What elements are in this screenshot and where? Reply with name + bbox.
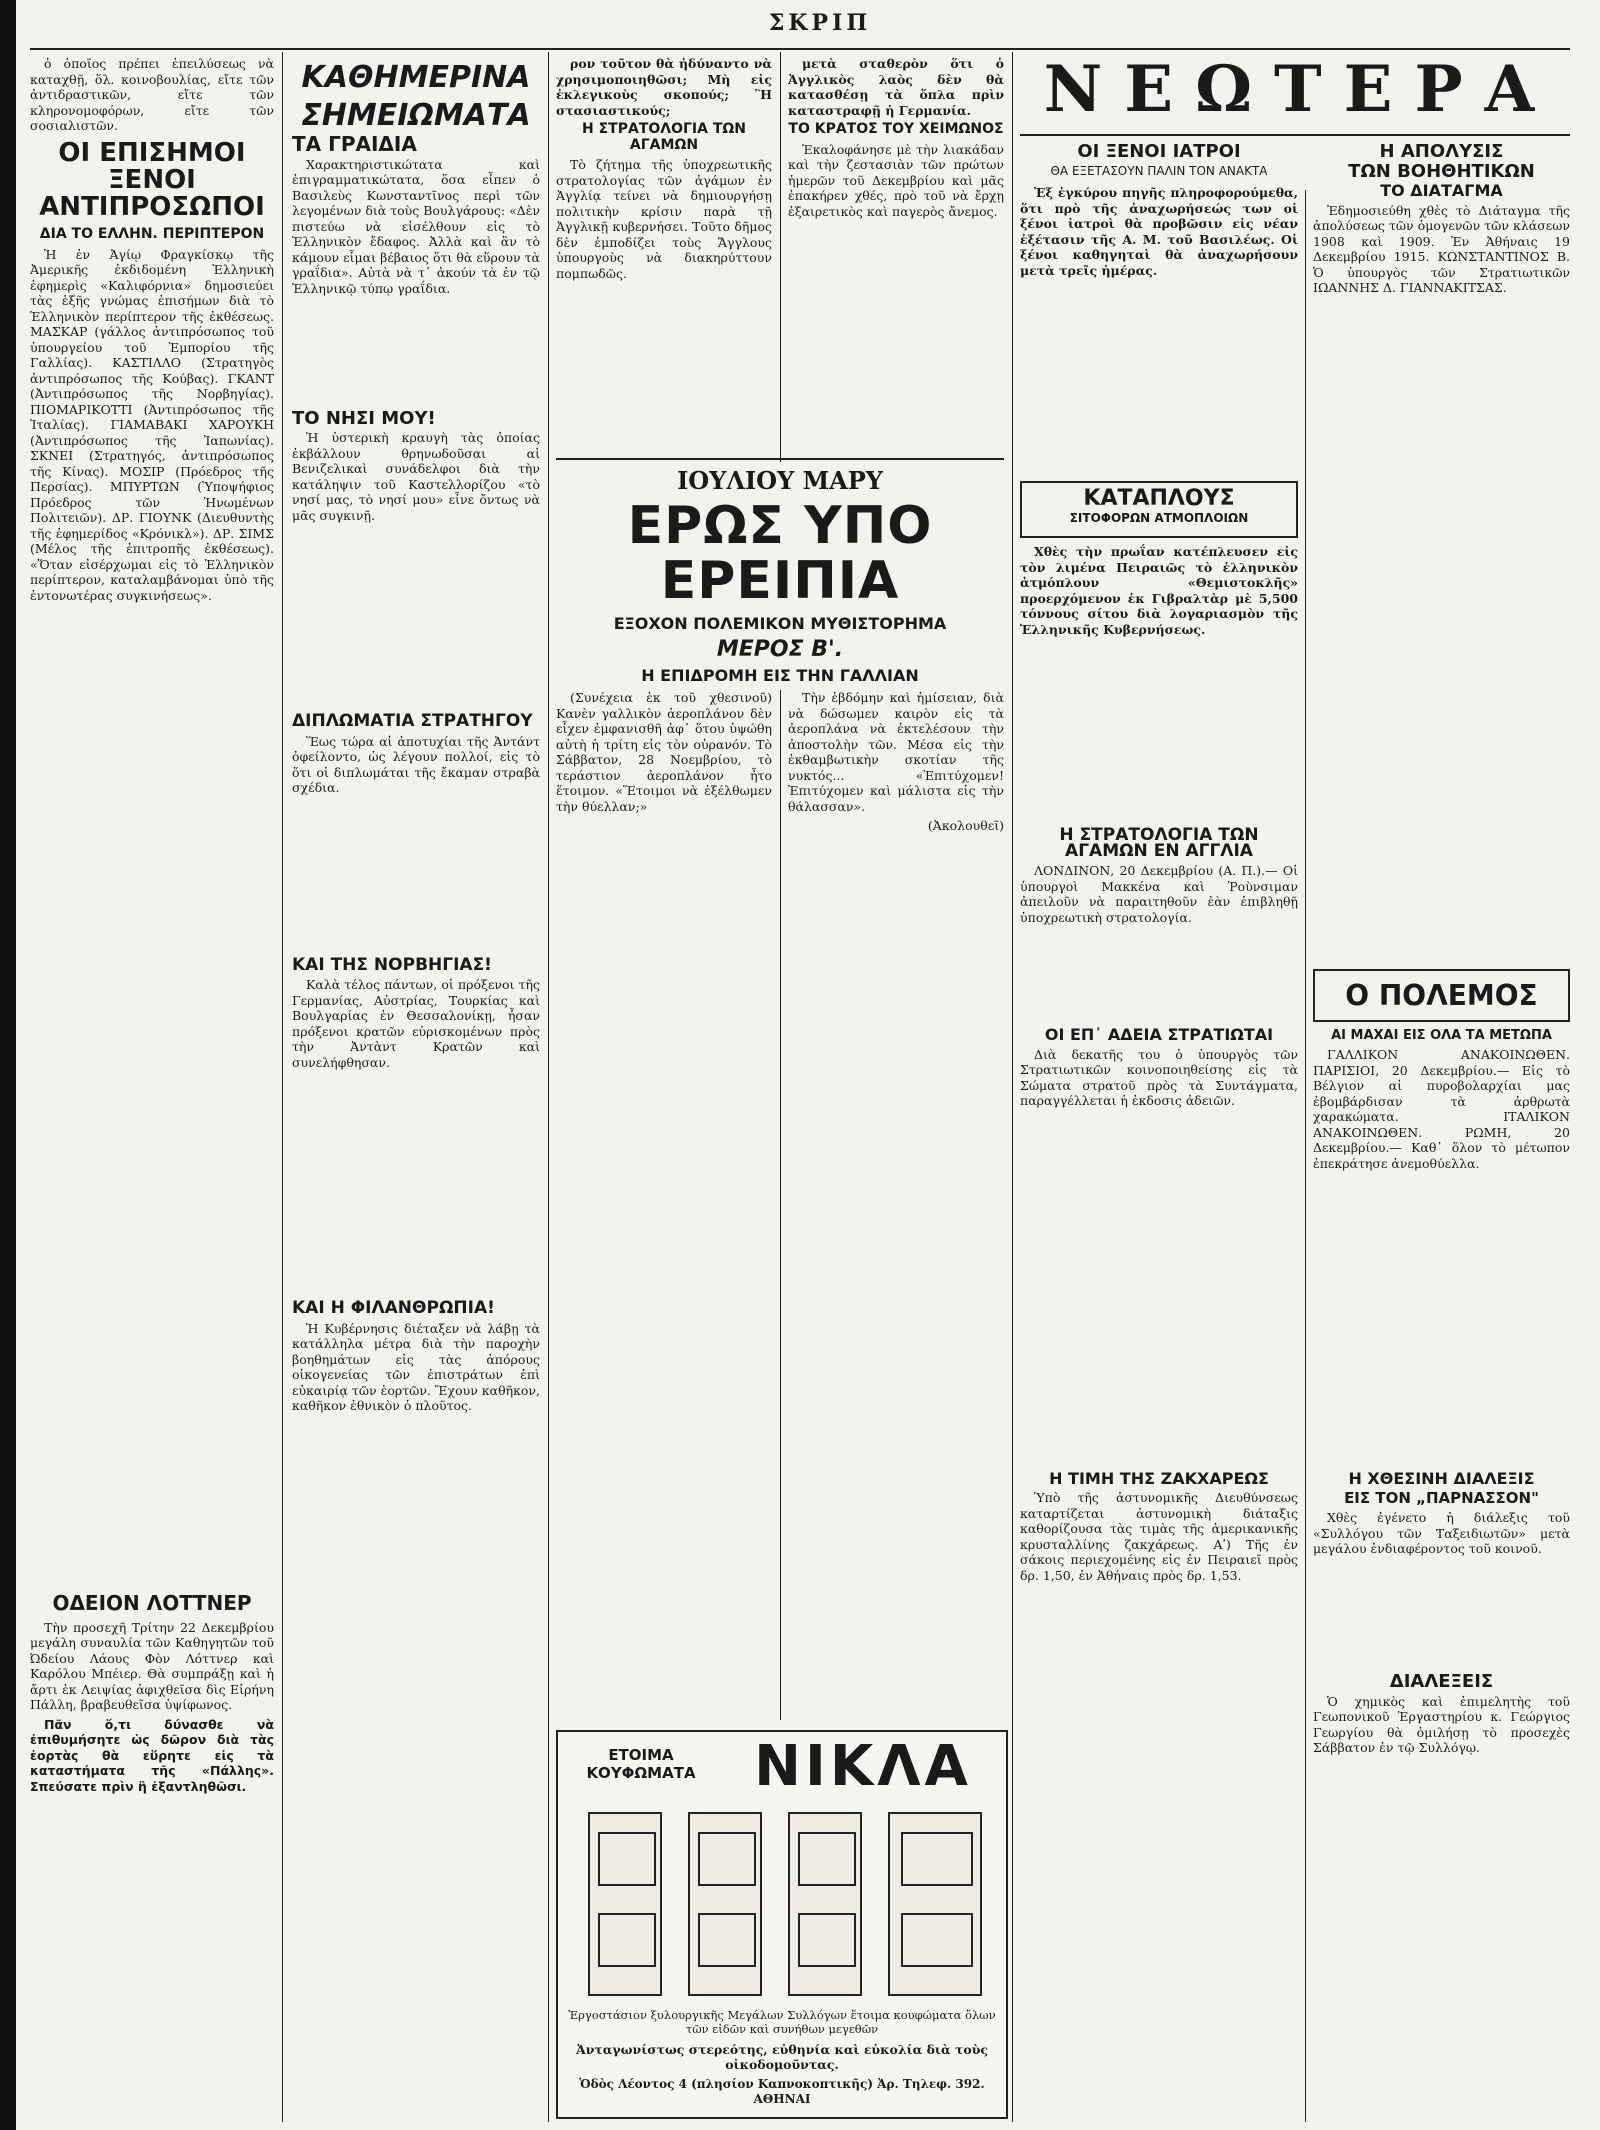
col3-body: Τὸ ζήτημα τῆς ὑποχρεωτικῆς στρατολογίας τῶν ἀγάμων ἐν Ἀγγλίᾳ τείνει νὰ δημιουργήσῃ πολιτικὴν κρίσιν παρὰ τῇ Ἀγγλικῇ κυβερνήσει. Τοῦτο δῆμος δὲν ἐμποδίζει τοὺς Ἄγγλους ὑπουργοὺς νὰ διακηρύττουν πομπωδῶς. xyxy=(556,157,772,281)
a3-body: ΛΟΝΔΙΝΟΝ, 20 Δεκεμβρίου (Α. Π.).— Οἱ ὑπουργοὶ Μακκένα καὶ Ῥοὺνσιμαν ἀπειλοῦν νὰ παραιτηθοῦν ἐὰν ἐπιβληθῇ ὑποχρεωτικὴ στρατολογία. xyxy=(1020,863,1298,925)
nikla-line-3: Ὁδὸς Λέοντος 4 (πλησίον Καπνοκοπτικῆς) Ἀρ. Τηλεφ. 392. ΑΘΗΝΑΙ xyxy=(579,2077,985,2106)
war-title: Ο ΠΟΛΕΜΟΣ xyxy=(1345,978,1538,1012)
s4-body: Καλὰ τέλος πάντων, οἱ πρόξενοι τῆς Γερμανίας, Αὐστρίας, Τουρκίας καὶ Βουλγαρίας ἐν Θεσσαλονίκῃ, ἦσαν πρόξενοι κρατῶν εὑρισκομένων πρὸς τὴν Ἀντὰντ Κρατῶν καὶ συνελήφθησαν. xyxy=(292,977,540,1070)
serial-col-divider xyxy=(780,690,781,1720)
nikla-brand: ΝΙΚΛΑ xyxy=(754,1734,972,1799)
nikla-left-label: ΕΤΟΙΜΑ ΚΟΥΦΩΜΑΤΑ xyxy=(586,1746,696,1782)
door-illustration-4 xyxy=(888,1812,982,1996)
col1-ad-body: Πᾶν ὅ,τι δύνασθε νὰ ἐπιθυμήσητε ὡς δῶρον διὰ τὰς ἑορτὰς θὰ εὕρητε εἰς τὰ καταστήματα τῆς «Πάλλης». Σπεύσατε πρὶν ἢ ἐξαντληθῶσι. xyxy=(30,1716,274,1794)
a4-title: ΟΙ ΕΠ᾽ ΑΔΕΙΑ ΣΤΡΑΤΙΩΤΑΙ xyxy=(1044,1025,1274,1044)
odeion-body: Τὴν προσεχῆ Τρίτην 22 Δεκεμβρίου μεγάλη συναυλία τῶν Καθηγητῶν τοῦ Ὠδείου Λάους Φὸν Λόττνερ καὶ Καρόλου Μπέιερ. Θὰ συμπράξῃ καὶ ἡ ἄρτι ἐκ Λειψίας ἀφιχθεῖσα δὶς Εἰρήνη Πάλλη, βραβευθεῖσα ὑψίφωνος. xyxy=(30,1619,274,1713)
column-1 xyxy=(30,56,274,2116)
col4-body: Ἐκαλοφάνησε μὲ τὴν λιακάδαν καὶ τὴν ζεστασιὰν τῶν πρώτων ἡμερῶν τοῦ Δεκεμβρίου καὶ μᾶς ἐπακήρεν χθές, πρὸ τοῦ νὰ ἔρχῃ ἐξαιρετικὸς καὶ παγερὸς ἄνεμος. xyxy=(788,141,1004,219)
serial-continued: (Ἀκολουθεῖ) xyxy=(927,818,1004,833)
s3-body: Ἕως τώρα αἱ ἀποτυχίαι τῆς Ἀντάντ ὀφείλοντο, ὡς λέγουν πολλοί, εἰς τὸ ὅτι οἱ διπλωμάται τῆς ἔκαμαν στραβὰ σχέδια. xyxy=(292,733,540,795)
col3-lead: ρον τοῦτον θὰ ἠδύναντο νὰ χρησιμοποιηθῶσι; Μὴ εἰς ἐκλεγικοὺς σκοπούς; Ἢ στασιαστικούς; xyxy=(556,56,772,118)
war-sub: ΑΙ ΜΑΧΑΙ ΕΙΣ ΟΛΑ ΤΑ ΜΕΤΩΠΑ xyxy=(1331,1027,1552,1043)
col1-title: ΟΙ ΕΠΙΣΗΜΟΙ ΞΕΝΟΙ ΑΝΤΙΠΡΟΣΩΠΟΙ xyxy=(39,137,265,223)
nikla-ad xyxy=(556,1730,1008,2119)
col7-title-2: ΤΩΝ ΒΟΗΘΗΤΙΚΩΝ xyxy=(1348,160,1535,182)
lecture-body: Χθὲς ἐγένετο ἡ διάλεξις τοῦ «Συλλόγου τῶν Ταξειδιωτῶν» μετὰ μεγάλου ἐνδιαφέροντος τοῦ κοινοῦ. xyxy=(1313,1510,1570,1557)
s4-title: ΚΑΙ ΤΗΣ ΝΟΡΒΗΓΙΑΣ! xyxy=(292,954,492,975)
serial-right-col xyxy=(788,690,1004,1720)
s5-body: Ἡ Κυβέρνησις διέταξεν νὰ λάβῃ τὰ κατάλληλα μέτρα διὰ τὴν παροχὴν βοηθημάτων εἰς τὰς ἀπόρους οἰκογενείας τῶν ἐπιστράτων ἐπὶ εὐκαιρίᾳ τῶν ἑορτῶν. Ἔχουν καθῆκον, καθῆκον ἐθνικὸν ὁ πλοῦτος. xyxy=(292,1320,540,1413)
serial-title: ΕΡΩΣ ΥΠΟ ΕΡΕΙΠΙΑ xyxy=(627,496,933,611)
col1-intro: ὁ ὁποῖος πρέπει ἐπειλύσεως νὰ καταχθῇ, ὅλ. κοινοβουλίας, εἴτε τῶν ἀντιδραστικῶν, εἴτε τῶν κληρονομοφόρων, εἴτε τῶν σοσιαλιστῶν. xyxy=(30,56,274,133)
lecture-title: Η ΧΘΕΣΙΝΗ ΔΙΑΛΕΞΙΣ xyxy=(1348,1469,1535,1489)
col7-title-1: Η ΑΠΟΛΥΣΙΣ xyxy=(1379,141,1504,162)
column-2 xyxy=(292,56,540,2116)
serial-left-col xyxy=(556,690,772,1720)
col7-body: Ἐδημοσιεύθη χθὲς τὸ Διάταγμα τῆς ἀπολύσεως τῶν ὁμογενῶν τῶν κλάσεων 1908 καὶ 1909. Ἐν Ἀθήναις 19 Δεκεμβρίου 1915. ΚΩΝΣΤΑΝΤΙΝΟΣ Β. Ὁ ὑπουργὸς τῶν Στρατιωτικῶν ΙΩΑΝΝΗΣ Δ. ΓΙΑΝΝΑΚΙΤΣΑΣ. xyxy=(1313,202,1570,295)
s5-title: ΚΑΙ Η ΦΙΛΑΝΘΡΩΠΙΑ! xyxy=(292,1298,495,1318)
column-4-top xyxy=(788,56,1004,456)
column-rule-2 xyxy=(548,52,549,2122)
s1-body: Χαρακτηριστικώτατα καὶ ἐπιγραμματικώτατα, ὅσα εἶπεν ὁ Βασιλεὺς Κωνσταντῖνος περὶ τῶν λεγομένων διὰ τοὺς Βουλγάρους: «Δὲν πιστεύω νὰ εἰσέλθουν εἰς τὸ Ἑλληνικὸν ἔδαφος. Ἀλλὰ καὶ ἂν τὸ κάμουν εἶμαι βέβαιος ὅτι θὰ εὕρουν τὰ γραΐδια». Αὐτὰ νὰ τ᾽ ἀκούν τὰ ἐν τῷ Ἑλληνικῷ τύπῳ γραΐδια. xyxy=(292,156,540,296)
column-rule-3 xyxy=(780,52,781,462)
a2-title: ΚΑΤΑΠΛΟΥΣ xyxy=(1083,486,1235,511)
col1-subtitle: ΔΙΑ ΤΟ ΕΛΛΗΝ. ΠΕΡΙΠΤΕΡΟΝ xyxy=(39,226,265,243)
column-rule-5 xyxy=(1305,190,1306,2122)
a5-title: Η ΤΙΜΗ ΤΗΣ ΖΑΚΧΑΡΕΩΣ xyxy=(1049,1468,1269,1488)
top-rule xyxy=(30,48,1570,50)
door-illustration-1 xyxy=(588,1812,662,1996)
dialexeis-body: Ὁ χημικὸς καὶ ἐπιμελητὴς τοῦ Γεωπονικοῦ Ἐργαστηρίου κ. Γεώργιος Γεωργίου θὰ ὁμιλήσῃ τὸ προσεχὲς Σάββατον ἐν τῷ Συλλόγῳ. xyxy=(1313,1693,1570,1756)
s2-body: Ἡ ὑστερικὴ κραυγὴ τὰς ὁποίας ἐκβάλλουν θρηνωδοῦσαι αἱ Βενιζελικαὶ συνάδελφοι διὰ τὴν κατάληψιν τοῦ Καστελλορίζου «τὸ νησί μας, τὸ νησί μου» εἶνε ὄντως νὰ μᾶς συγκινῇ. xyxy=(292,430,540,523)
col1-body: Ἡ ἐν Ἀγίῳ Φραγκίσκῳ τῆς Ἀμερικῆς ἐκδιδομένη Ἑλληνικὴ ἐφημερὶς «Καλιφόρνια» δημοσιεύει τὰς ἑξῆς γνώμας ἐπισήμων διὰ τὸ Ἑλληνικὸν περίπτερον τῆς ἐκθέσεως. ΜΑΣΚΑΡ (γάλλος ἀντιπρόσωπος τοῦ ὑπουργείου τοῦ Ἐμπορίου τῆς Γαλλίας). ΚΑΣΤΙΛΛΟ (Στρατηγὸς ἀντιπρόσωπος τῆς Κούβας). ΓΚΑΝΤ (Ἀντιπρόσωπος τῆς Νορβηγίας). ΠΙΟΜΑΡΙΚΟΤΤΙ (Ἀντιπρόσωπος τῆς Ἰταλίας). ΓΙΑΜΑΒΑΚΙ ΧΑΡΟΥΚΗ (Ἀντιπρόσωπος τῆς Ἰαπωνίας). ΣΚΝΕΙ (Στρατηγός, ἀντιπρόσωπος τῆς Κίνας). ΜΟΣΙΡ (Πρόεδρος τῆς Περσίας). ΜΠΥΡΤΩΝ (Ὑποψήφιος Πρόεδρος τῶν Ἡνωμένων Πολιτειῶν). ΔΡ. ΓΙΟΥΝΚ (Διευθυντὴς τῆς ἐφημερίδος «Κρόνικλ»). ΔΡ. ΣΙΜΣ (Μέλος τῆς ἐπιτροπῆς ἐκθέσεως). «Ὅταν εἰσέρχωμαι εἰς τὸ Ἑλληνικὸν περίπτερον, καταλαμβάνομαι ὑπὸ τῆς ἐντονωτέρας συγκινήσεως». xyxy=(30,246,274,603)
serial-genre: ΕΞΟΧΟΝ ΠΟΛΕΜΙΚΟΝ ΜΥΘΙΣΤΟΡΗΜΑ xyxy=(613,614,947,634)
col4-lead: μετὰ σταθερὸν ὅτι ὁ Ἀγγλικὸς λαὸς δὲν θὰ κατασθέσῃ τὰ ὅπλα πρὶν καταστραφῇ ἡ Γερμανία. xyxy=(788,56,1004,118)
door-illustration-2 xyxy=(688,1812,762,1996)
nikla-line-2: Ἀνταγωνίστως στερεότης, εὐθηνία καὶ εὐκολία διὰ τοὺς οἰκοδομοῦντας. xyxy=(576,2042,988,2072)
a2-box xyxy=(1020,481,1298,538)
column-3-top xyxy=(556,56,772,456)
a3-title: Η ΣΤΡΑΤΟΛΟΓΙΑ ΤΩΝ ΑΓΑΜΩΝ ΕΝ ΑΓΓΛΙΑ xyxy=(1059,825,1259,861)
column-6 xyxy=(1020,140,1298,2115)
serial-author: ΙΟΥΛΙΟΥ ΜΑΡΥ xyxy=(677,466,883,495)
s1-title: ΤΑ ΓΡΑΙΔΙΑ xyxy=(292,132,417,156)
a1-title: ΟΙ ΞΕΝΟΙ ΙΑΤΡΟΙ xyxy=(1077,141,1241,162)
col2-title-1: ΚΑΘΗΜΕΡΙΝΑ xyxy=(301,60,531,95)
serial-header xyxy=(556,462,1004,689)
lecture-sub: ΕΙΣ ΤΟΝ „ΠΑΡΝΑΣΣΟΝ" xyxy=(1344,1488,1539,1507)
war-box xyxy=(1313,969,1570,1022)
column-7 xyxy=(1313,140,1570,2115)
neotera-rule xyxy=(1020,134,1570,136)
dialexeis-title: ΔΙΑΛΕΞΕΙΣ xyxy=(1389,1671,1494,1693)
a2-body: Χθὲς τὴν πρωΐαν κατέπλευσεν εἰς τὸν λιμένα Πειραιῶς τὸ ἑλληνικὸν ἀτμόπλουν «Θεμιστοκλῆς» προερχόμενον ἐκ Γιβραλτὰρ μὲ 5,500 τόννους σίτου διὰ λογαριασμὸν τῆς Ἑλληνικῆς Κυβερνήσεως. xyxy=(1020,544,1298,637)
serial-left-body: (Συνέχεια ἐκ τοῦ χθεσινοῦ) Κανὲν γαλλικὸν ἀεροπλάνον δὲν εἶχεν ἐμφανισθῆ ἀφ᾽ ὅτου ὑψώθη αὐτὴ ἡ τρίτη εἰς τὸν οὐρανόν. Τὸ Σάββατον, 28 Νοεμβρίου, τὸ τεράστιον ἀεροπλάνον ἦτο ἕτοιμον. «Ἕτοιμοι νὰ ἐξέλθωμεν τὴν θύελλαν;» xyxy=(556,690,772,814)
a1-body: Ἐξ ἐγκύρου πηγῆς πληροφορούμεθα, ὅτι πρὸ τῆς ἀναχωρήσεώς των οἱ ξένοι ἰατροὶ θὰ προβῶσιν εἰς νέαν ἐξέτασιν τῆς Α. Μ. τοῦ Βασιλέως. Οἱ ξένοι καθηγηταὶ θὰ ἀναχωρήσουν μετὰ τρεῖς ἡμέρας. xyxy=(1020,185,1298,278)
column-rule-4 xyxy=(1012,52,1013,2122)
war-body: ΓΑΛΛΙΚΟΝ ΑΝΑΚΟΙΝΩΘΕΝ. ΠΑΡΙΣΙΟΙ, 20 Δεκεμβρίου.— Εἰς τὸ Βέλγιον αἱ πυροβολαρχίαι μας ἐβομβάρδισαν τὰ ἀρθρωτὰ χαρακώματα. ΙΤΑΛΙΚΟΝ ΑΝΑΚΟΙΝΩΘΕΝ. ΡΩΜΗ, 20 Δεκεμβρίου.— Καθ᾽ ὅλον τὸ μέτωπον ἐπεκράτησε ἀνεμοθύελλα. xyxy=(1313,1047,1570,1171)
s3-title: ΔΙΠΛΩΜΑΤΙΑ ΣΤΡΑΤΗΓΟΥ xyxy=(292,711,533,731)
a2-sub: ΣΙΤΟΦΟΡΩΝ ΑΤΜΟΠΛΟΙΩΝ xyxy=(1069,510,1249,525)
a5-body: Ὑπὸ τῆς ἀστυνομικῆς Διευθύνσεως καταρτίζεται ἀστυνομικὴ διάταξις καθορίζουσα τὰς τιμὰς τῆς ἀμερικανικῆς κρυσταλλίνης ζακχάρεως. Αʹ) Τῆς ἐν σάκοις περιεχομένης εἰς ἐν Πειραιεῖ πρὸς δρ. 1,50, ἐν Ἀθήναις πρὸς δρ. 1,53. xyxy=(1020,1490,1298,1583)
a1-sub: ΘΑ ΕΞΕΤΑΣΟΥΝ ΠΑΛΙΝ ΤΟΝ ΑΝΑΚΤΑ xyxy=(1050,163,1268,178)
column-rule-1 xyxy=(282,52,283,2122)
col3-title: Η ΣΤΡΑΤΟΛΟΓΙΑ ΤΩΝ ΑΓΑΜΩΝ xyxy=(582,121,746,153)
neotera-title: ΝΕΩΤΕΡΑ xyxy=(1043,52,1557,127)
serial-right-body: Τὴν ἑβδόμην καὶ ἡμίσειαν, διὰ νὰ δώσωμεν καιρὸν εἰς τὰ ἀεροπλάνα νὰ ἐκτελέσουν τὴν ἀποστολὴν τῶν. Μέσα εἰς τὴν ἐκθαμβωτικὴν σκοτίαν τῆς νυκτός... «Ἐπιτύχομεν! Ἐπιτύχομεν καὶ μάλιστα εἰς τὴν θάλασσαν». xyxy=(788,690,1004,814)
col7-title-3: ΤΟ ΔΙΑΤΑΓΜΑ xyxy=(1380,181,1503,200)
a4-body: Διὰ δεκατῆς του ὁ ὑπουργὸς τῶν Στρατιωτικῶν κοινοποιηθείσης εἰς τὰ Σώματα στρατοῦ πρὸς τὰ Συντάγματα, παραγγέλλεται ἡ ἐκδοσις ἀδειῶν. xyxy=(1020,1046,1298,1108)
serial-top-rule xyxy=(556,458,1004,460)
door-illustration-3 xyxy=(788,1812,862,1996)
col2-title-2: ΣΗΜΕΙΩΜΑΤΑ xyxy=(301,97,531,133)
nikla-line-1: Ἐργοστάσιον ξυλουργικῆς Μεγάλων Συλλόγων ἕτοιμα κουφώματα ὅλων τῶν εἰδῶν καὶ συνήθων μεγεθῶν xyxy=(568,2008,996,2036)
serial-part: ΜΕΡΟΣ Β'. xyxy=(716,637,844,663)
col4-title: ΤΟ ΚΡΑΤΟΣ ΤΟΥ ΧΕΙΜΩΝΟΣ xyxy=(788,121,1004,137)
scan-edge-strip xyxy=(0,0,16,2130)
s2-title: ΤΟ ΝΗΣΙ ΜΟΥ! xyxy=(292,407,436,429)
serial-chapter: Η ΕΠΙΔΡΟΜΗ ΕΙΣ ΤΗΝ ΓΑΛΛΙΑΝ xyxy=(641,666,919,686)
masthead: ΣΚΡΙΠ xyxy=(768,10,872,36)
odeion-title: ΟΔΕΙΟΝ ΛΟΤΤΝΕΡ xyxy=(52,1590,252,1615)
